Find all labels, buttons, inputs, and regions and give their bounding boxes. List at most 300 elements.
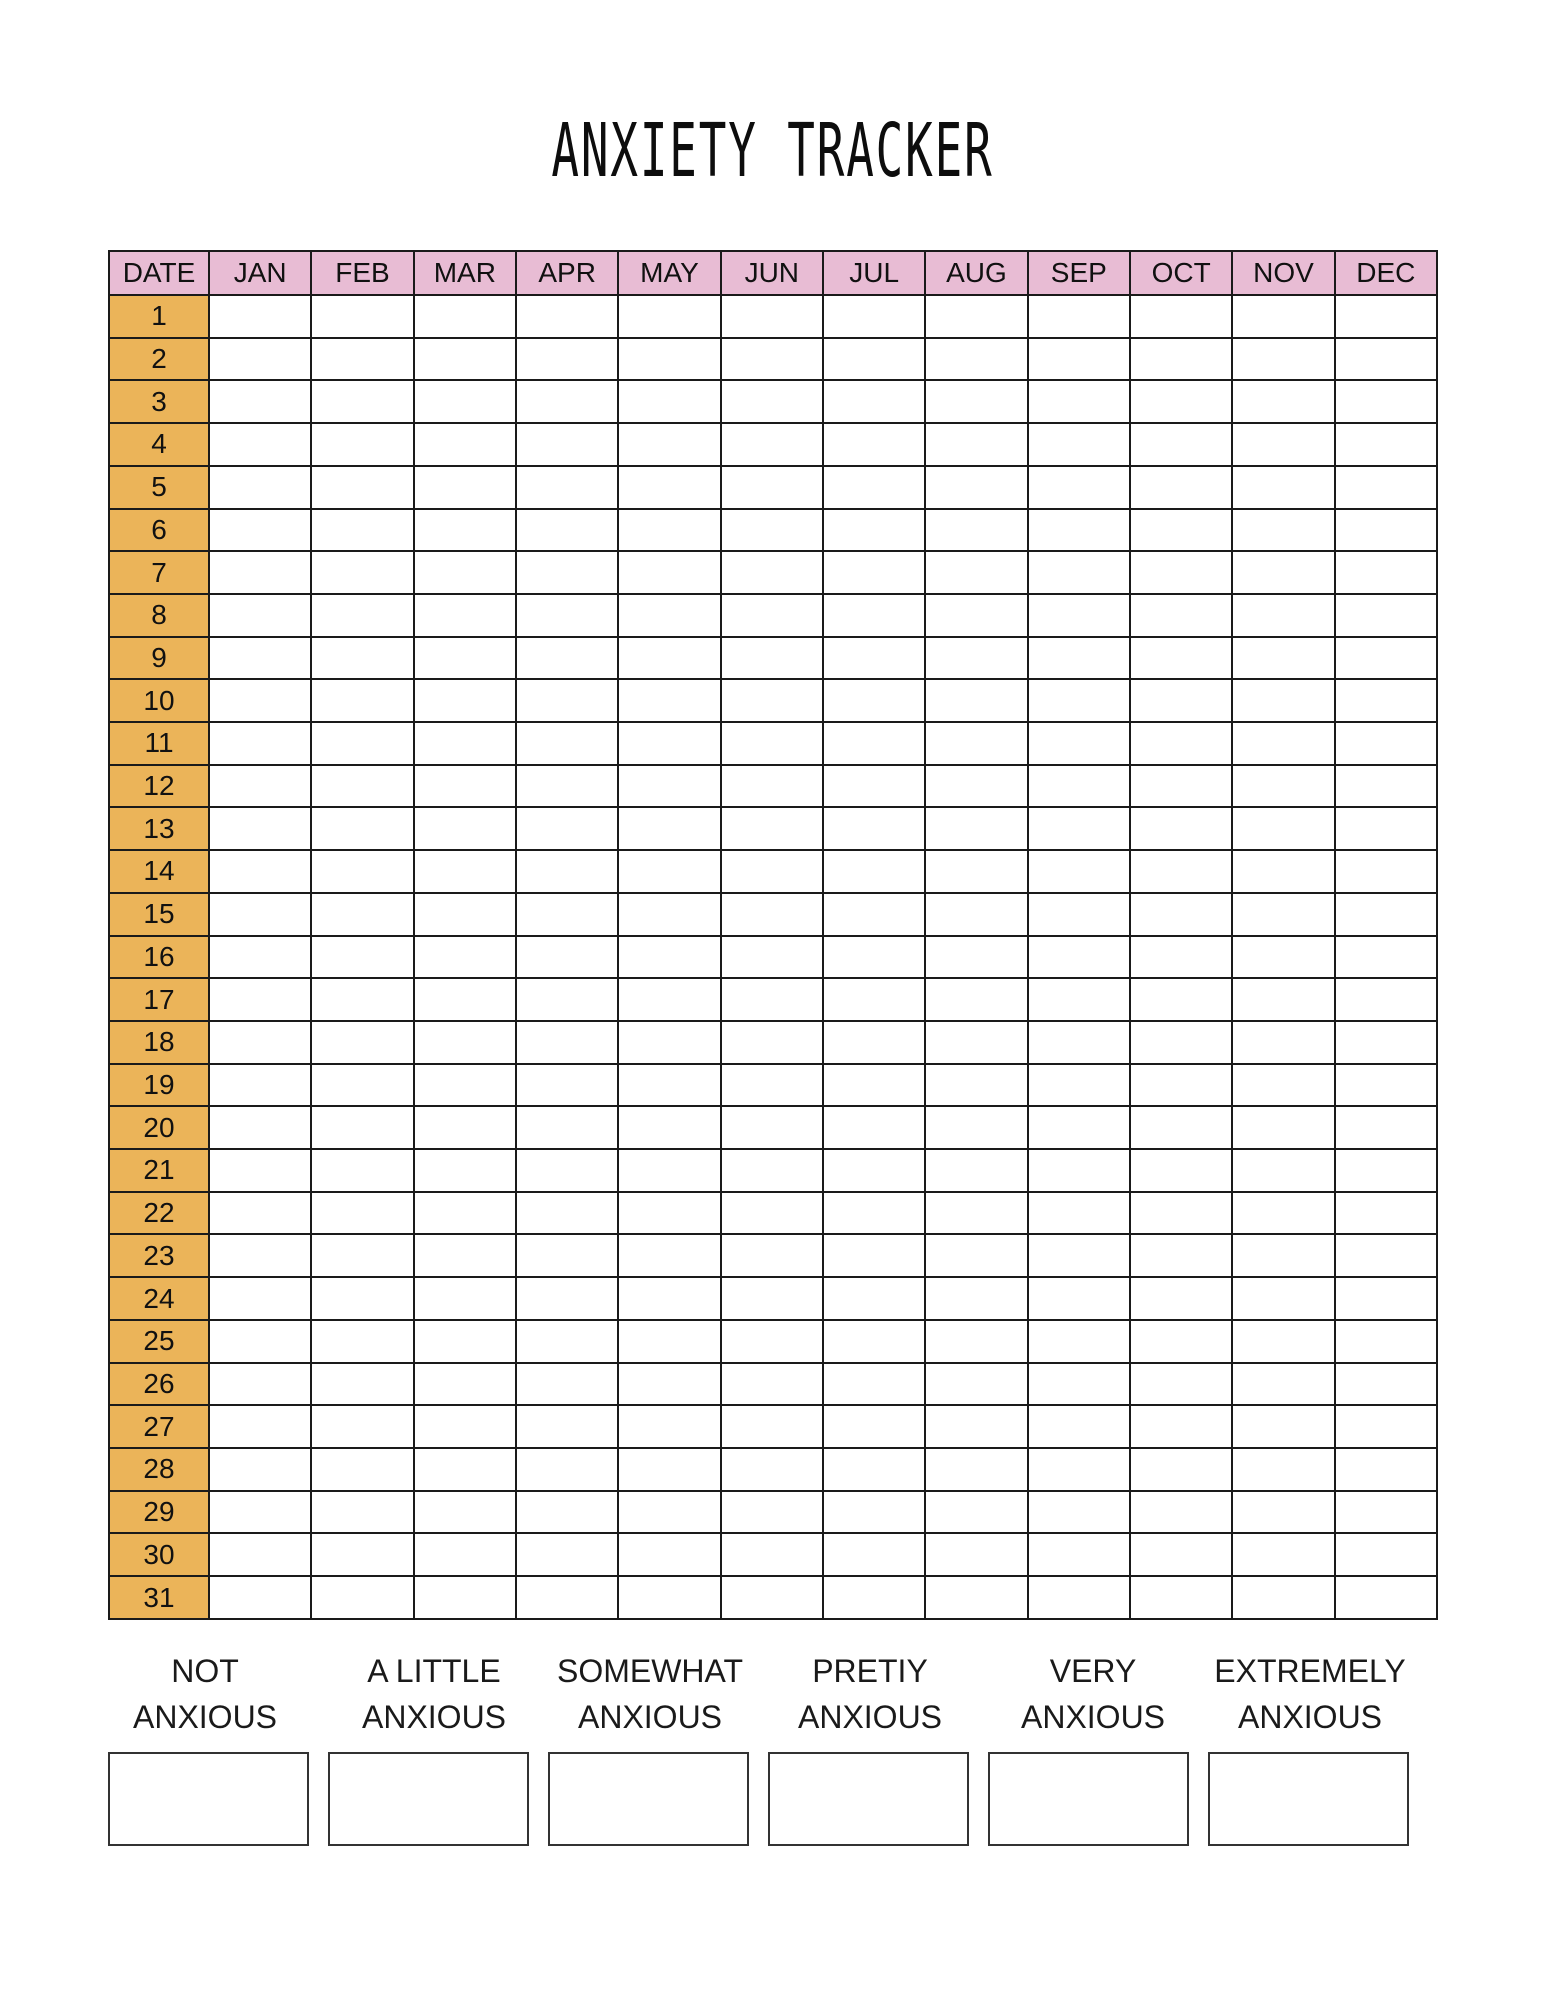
tracker-cell[interactable] [1335, 1533, 1437, 1576]
tracker-cell[interactable] [311, 1234, 413, 1277]
tracker-cell[interactable] [823, 1234, 925, 1277]
tracker-cell[interactable] [721, 551, 823, 594]
tracker-cell[interactable] [925, 637, 1027, 680]
tracker-cell[interactable] [1232, 423, 1334, 466]
tracker-cell[interactable] [618, 1533, 720, 1576]
tracker-cell[interactable] [516, 1234, 618, 1277]
tracker-cell[interactable] [209, 1192, 311, 1235]
tracker-cell[interactable] [311, 679, 413, 722]
tracker-cell[interactable] [721, 1277, 823, 1320]
tracker-cell[interactable] [1130, 1405, 1232, 1448]
tracker-cell[interactable] [209, 1448, 311, 1491]
tracker-cell[interactable] [1130, 936, 1232, 979]
tracker-cell[interactable] [721, 978, 823, 1021]
tracker-cell[interactable] [516, 1320, 618, 1363]
tracker-cell[interactable] [311, 466, 413, 509]
tracker-cell[interactable] [618, 893, 720, 936]
tracker-cell[interactable] [414, 594, 516, 637]
tracker-cell[interactable] [1335, 637, 1437, 680]
tracker-cell[interactable] [1335, 594, 1437, 637]
tracker-cell[interactable] [1232, 1192, 1334, 1235]
tracker-cell[interactable] [1335, 509, 1437, 552]
tracker-cell[interactable] [1335, 1064, 1437, 1107]
tracker-cell[interactable] [414, 1405, 516, 1448]
tracker-cell[interactable] [925, 423, 1027, 466]
tracker-cell[interactable] [414, 1149, 516, 1192]
tracker-cell[interactable] [1130, 637, 1232, 680]
tracker-cell[interactable] [414, 338, 516, 381]
tracker-cell[interactable] [721, 1149, 823, 1192]
tracker-cell[interactable] [311, 1405, 413, 1448]
tracker-cell[interactable] [1130, 1363, 1232, 1406]
tracker-cell[interactable] [311, 295, 413, 338]
tracker-cell[interactable] [618, 295, 720, 338]
tracker-cell[interactable] [721, 936, 823, 979]
tracker-cell[interactable] [414, 1234, 516, 1277]
tracker-cell[interactable] [925, 1234, 1027, 1277]
tracker-cell[interactable] [209, 295, 311, 338]
tracker-cell[interactable] [414, 423, 516, 466]
tracker-cell[interactable] [516, 1363, 618, 1406]
tracker-cell[interactable] [925, 850, 1027, 893]
tracker-cell[interactable] [311, 936, 413, 979]
tracker-cell[interactable] [618, 850, 720, 893]
tracker-cell[interactable] [209, 893, 311, 936]
tracker-cell[interactable] [823, 850, 925, 893]
tracker-cell[interactable] [823, 637, 925, 680]
tracker-cell[interactable] [925, 295, 1027, 338]
tracker-cell[interactable] [925, 1021, 1027, 1064]
tracker-cell[interactable] [618, 1064, 720, 1107]
tracker-cell[interactable] [209, 679, 311, 722]
tracker-cell[interactable] [414, 679, 516, 722]
tracker-cell[interactable] [925, 466, 1027, 509]
tracker-cell[interactable] [721, 722, 823, 765]
tracker-cell[interactable] [1335, 551, 1437, 594]
tracker-cell[interactable] [925, 1320, 1027, 1363]
tracker-cell[interactable] [516, 1533, 618, 1576]
tracker-cell[interactable] [925, 338, 1027, 381]
tracker-cell[interactable] [516, 1491, 618, 1534]
tracker-cell[interactable] [1335, 1234, 1437, 1277]
tracker-cell[interactable] [1028, 1149, 1130, 1192]
legend-color-box[interactable] [108, 1752, 309, 1846]
tracker-cell[interactable] [1130, 1491, 1232, 1534]
tracker-cell[interactable] [1130, 1533, 1232, 1576]
tracker-cell[interactable] [1028, 1405, 1130, 1448]
tracker-cell[interactable] [823, 1405, 925, 1448]
tracker-cell[interactable] [311, 1106, 413, 1149]
tracker-cell[interactable] [516, 722, 618, 765]
tracker-cell[interactable] [1232, 594, 1334, 637]
tracker-cell[interactable] [618, 380, 720, 423]
tracker-cell[interactable] [1232, 1405, 1334, 1448]
tracker-cell[interactable] [1130, 893, 1232, 936]
tracker-cell[interactable] [311, 380, 413, 423]
tracker-cell[interactable] [1130, 1192, 1232, 1235]
tracker-cell[interactable] [823, 1192, 925, 1235]
tracker-cell[interactable] [1130, 1149, 1232, 1192]
tracker-cell[interactable] [721, 1448, 823, 1491]
tracker-cell[interactable] [1130, 1106, 1232, 1149]
tracker-cell[interactable] [925, 807, 1027, 850]
tracker-cell[interactable] [1335, 893, 1437, 936]
tracker-cell[interactable] [618, 679, 720, 722]
tracker-cell[interactable] [618, 1234, 720, 1277]
tracker-cell[interactable] [721, 380, 823, 423]
tracker-cell[interactable] [823, 295, 925, 338]
tracker-cell[interactable] [1232, 1448, 1334, 1491]
tracker-cell[interactable] [925, 1448, 1027, 1491]
tracker-cell[interactable] [1232, 1320, 1334, 1363]
tracker-cell[interactable] [1232, 1106, 1334, 1149]
tracker-cell[interactable] [1130, 850, 1232, 893]
tracker-cell[interactable] [721, 338, 823, 381]
tracker-cell[interactable] [1130, 1234, 1232, 1277]
tracker-cell[interactable] [1335, 1277, 1437, 1320]
tracker-cell[interactable] [1028, 509, 1130, 552]
tracker-cell[interactable] [823, 1533, 925, 1576]
tracker-cell[interactable] [516, 1192, 618, 1235]
tracker-cell[interactable] [311, 338, 413, 381]
tracker-cell[interactable] [823, 509, 925, 552]
tracker-cell[interactable] [925, 978, 1027, 1021]
tracker-cell[interactable] [1028, 1320, 1130, 1363]
tracker-cell[interactable] [721, 637, 823, 680]
tracker-cell[interactable] [1028, 807, 1130, 850]
tracker-cell[interactable] [1232, 722, 1334, 765]
tracker-cell[interactable] [311, 765, 413, 808]
tracker-cell[interactable] [721, 1021, 823, 1064]
tracker-cell[interactable] [823, 338, 925, 381]
tracker-cell[interactable] [516, 679, 618, 722]
tracker-cell[interactable] [414, 509, 516, 552]
tracker-cell[interactable] [414, 466, 516, 509]
tracker-cell[interactable] [1232, 1149, 1334, 1192]
tracker-cell[interactable] [721, 509, 823, 552]
tracker-cell[interactable] [1335, 1320, 1437, 1363]
tracker-cell[interactable] [925, 722, 1027, 765]
tracker-cell[interactable] [516, 295, 618, 338]
tracker-cell[interactable] [1028, 936, 1130, 979]
tracker-cell[interactable] [516, 893, 618, 936]
tracker-cell[interactable] [311, 807, 413, 850]
tracker-cell[interactable] [1130, 551, 1232, 594]
tracker-cell[interactable] [1232, 338, 1334, 381]
tracker-cell[interactable] [209, 1234, 311, 1277]
tracker-cell[interactable] [618, 1277, 720, 1320]
tracker-cell[interactable] [414, 380, 516, 423]
tracker-cell[interactable] [618, 1021, 720, 1064]
tracker-cell[interactable] [414, 1021, 516, 1064]
tracker-cell[interactable] [1335, 1106, 1437, 1149]
tracker-cell[interactable] [1335, 765, 1437, 808]
tracker-cell[interactable] [1335, 936, 1437, 979]
tracker-cell[interactable] [516, 380, 618, 423]
legend-color-box[interactable] [328, 1752, 529, 1846]
tracker-cell[interactable] [1028, 637, 1130, 680]
tracker-cell[interactable] [721, 1106, 823, 1149]
tracker-cell[interactable] [311, 722, 413, 765]
tracker-cell[interactable] [516, 338, 618, 381]
tracker-cell[interactable] [311, 1363, 413, 1406]
tracker-cell[interactable] [721, 1576, 823, 1619]
tracker-cell[interactable] [1232, 1491, 1334, 1534]
tracker-cell[interactable] [925, 1064, 1027, 1107]
tracker-cell[interactable] [209, 1021, 311, 1064]
tracker-cell[interactable] [1130, 1277, 1232, 1320]
tracker-cell[interactable] [1335, 1192, 1437, 1235]
tracker-cell[interactable] [414, 1533, 516, 1576]
tracker-cell[interactable] [823, 1491, 925, 1534]
tracker-cell[interactable] [209, 1491, 311, 1534]
tracker-cell[interactable] [618, 1320, 720, 1363]
tracker-cell[interactable] [209, 1106, 311, 1149]
legend-color-box[interactable] [1208, 1752, 1409, 1846]
tracker-cell[interactable] [925, 551, 1027, 594]
tracker-cell[interactable] [311, 594, 413, 637]
tracker-cell[interactable] [209, 1363, 311, 1406]
tracker-cell[interactable] [1130, 423, 1232, 466]
tracker-cell[interactable] [1335, 1576, 1437, 1619]
tracker-cell[interactable] [1130, 722, 1232, 765]
tracker-cell[interactable] [721, 850, 823, 893]
tracker-cell[interactable] [1335, 679, 1437, 722]
tracker-cell[interactable] [618, 1106, 720, 1149]
tracker-cell[interactable] [1335, 1491, 1437, 1534]
tracker-cell[interactable] [925, 1277, 1027, 1320]
tracker-cell[interactable] [1335, 1149, 1437, 1192]
tracker-cell[interactable] [1335, 423, 1437, 466]
tracker-cell[interactable] [1335, 338, 1437, 381]
tracker-cell[interactable] [1028, 850, 1130, 893]
tracker-cell[interactable] [1028, 1021, 1130, 1064]
tracker-cell[interactable] [516, 850, 618, 893]
tracker-cell[interactable] [209, 509, 311, 552]
tracker-cell[interactable] [823, 1363, 925, 1406]
tracker-cell[interactable] [414, 1277, 516, 1320]
tracker-cell[interactable] [721, 765, 823, 808]
tracker-cell[interactable] [209, 466, 311, 509]
tracker-cell[interactable] [311, 1277, 413, 1320]
tracker-cell[interactable] [516, 551, 618, 594]
tracker-cell[interactable] [516, 466, 618, 509]
tracker-cell[interactable] [1232, 466, 1334, 509]
tracker-cell[interactable] [1028, 338, 1130, 381]
tracker-cell[interactable] [1232, 1021, 1334, 1064]
tracker-cell[interactable] [209, 1320, 311, 1363]
tracker-cell[interactable] [209, 380, 311, 423]
tracker-cell[interactable] [1232, 637, 1334, 680]
tracker-cell[interactable] [925, 1192, 1027, 1235]
tracker-cell[interactable] [721, 1363, 823, 1406]
tracker-cell[interactable] [925, 1149, 1027, 1192]
tracker-cell[interactable] [925, 936, 1027, 979]
tracker-cell[interactable] [516, 807, 618, 850]
tracker-cell[interactable] [1028, 380, 1130, 423]
tracker-cell[interactable] [1232, 380, 1334, 423]
tracker-cell[interactable] [618, 423, 720, 466]
tracker-cell[interactable] [823, 722, 925, 765]
tracker-cell[interactable] [516, 1064, 618, 1107]
tracker-cell[interactable] [1232, 1363, 1334, 1406]
tracker-cell[interactable] [414, 850, 516, 893]
tracker-cell[interactable] [1232, 679, 1334, 722]
tracker-cell[interactable] [925, 765, 1027, 808]
tracker-cell[interactable] [209, 1576, 311, 1619]
tracker-cell[interactable] [1232, 1576, 1334, 1619]
tracker-cell[interactable] [618, 466, 720, 509]
tracker-cell[interactable] [1028, 722, 1130, 765]
tracker-cell[interactable] [1028, 1064, 1130, 1107]
tracker-cell[interactable] [1028, 1491, 1130, 1534]
tracker-cell[interactable] [618, 1363, 720, 1406]
tracker-cell[interactable] [925, 594, 1027, 637]
tracker-cell[interactable] [1335, 722, 1437, 765]
tracker-cell[interactable] [209, 1533, 311, 1576]
tracker-cell[interactable] [516, 1576, 618, 1619]
tracker-cell[interactable] [1335, 1448, 1437, 1491]
tracker-cell[interactable] [721, 679, 823, 722]
tracker-cell[interactable] [721, 1064, 823, 1107]
tracker-cell[interactable] [618, 1448, 720, 1491]
tracker-cell[interactable] [618, 1405, 720, 1448]
tracker-cell[interactable] [1335, 850, 1437, 893]
tracker-cell[interactable] [823, 1320, 925, 1363]
tracker-cell[interactable] [1130, 679, 1232, 722]
tracker-cell[interactable] [1335, 807, 1437, 850]
tracker-cell[interactable] [209, 594, 311, 637]
tracker-cell[interactable] [1232, 1234, 1334, 1277]
tracker-cell[interactable] [414, 551, 516, 594]
tracker-cell[interactable] [209, 1149, 311, 1192]
tracker-cell[interactable] [823, 936, 925, 979]
tracker-cell[interactable] [925, 1106, 1027, 1149]
tracker-cell[interactable] [1028, 423, 1130, 466]
tracker-cell[interactable] [414, 637, 516, 680]
tracker-cell[interactable] [414, 1192, 516, 1235]
tracker-cell[interactable] [516, 1106, 618, 1149]
tracker-cell[interactable] [618, 1149, 720, 1192]
tracker-cell[interactable] [721, 594, 823, 637]
tracker-cell[interactable] [209, 637, 311, 680]
tracker-cell[interactable] [516, 936, 618, 979]
tracker-cell[interactable] [823, 1149, 925, 1192]
tracker-cell[interactable] [516, 1277, 618, 1320]
tracker-cell[interactable] [414, 893, 516, 936]
tracker-cell[interactable] [209, 1064, 311, 1107]
tracker-cell[interactable] [311, 893, 413, 936]
tracker-cell[interactable] [618, 1576, 720, 1619]
tracker-cell[interactable] [823, 765, 925, 808]
tracker-cell[interactable] [311, 1021, 413, 1064]
tracker-cell[interactable] [516, 1448, 618, 1491]
tracker-cell[interactable] [311, 1064, 413, 1107]
tracker-cell[interactable] [823, 679, 925, 722]
tracker-cell[interactable] [1232, 978, 1334, 1021]
tracker-cell[interactable] [1232, 551, 1334, 594]
tracker-cell[interactable] [311, 978, 413, 1021]
tracker-cell[interactable] [823, 594, 925, 637]
tracker-cell[interactable] [209, 850, 311, 893]
tracker-cell[interactable] [1335, 1405, 1437, 1448]
tracker-cell[interactable] [721, 1234, 823, 1277]
tracker-cell[interactable] [925, 380, 1027, 423]
tracker-cell[interactable] [1232, 1533, 1334, 1576]
tracker-cell[interactable] [721, 1320, 823, 1363]
tracker-cell[interactable] [618, 509, 720, 552]
tracker-cell[interactable] [311, 1192, 413, 1235]
tracker-cell[interactable] [209, 423, 311, 466]
tracker-cell[interactable] [414, 1576, 516, 1619]
tracker-cell[interactable] [1130, 466, 1232, 509]
tracker-cell[interactable] [1028, 1277, 1130, 1320]
tracker-cell[interactable] [1028, 1576, 1130, 1619]
tracker-cell[interactable] [1232, 1277, 1334, 1320]
tracker-cell[interactable] [618, 807, 720, 850]
tracker-cell[interactable] [618, 637, 720, 680]
tracker-cell[interactable] [311, 1448, 413, 1491]
tracker-cell[interactable] [721, 807, 823, 850]
tracker-cell[interactable] [1335, 978, 1437, 1021]
tracker-cell[interactable] [1130, 295, 1232, 338]
tracker-cell[interactable] [618, 1491, 720, 1534]
tracker-cell[interactable] [823, 1448, 925, 1491]
tracker-cell[interactable] [311, 1576, 413, 1619]
tracker-cell[interactable] [721, 295, 823, 338]
tracker-cell[interactable] [823, 893, 925, 936]
tracker-cell[interactable] [516, 1149, 618, 1192]
tracker-cell[interactable] [1130, 594, 1232, 637]
tracker-cell[interactable] [823, 466, 925, 509]
tracker-cell[interactable] [414, 1064, 516, 1107]
tracker-cell[interactable] [1028, 551, 1130, 594]
tracker-cell[interactable] [1232, 1064, 1334, 1107]
tracker-cell[interactable] [209, 978, 311, 1021]
tracker-cell[interactable] [209, 936, 311, 979]
tracker-cell[interactable] [1335, 1021, 1437, 1064]
tracker-cell[interactable] [823, 1576, 925, 1619]
tracker-cell[interactable] [516, 637, 618, 680]
tracker-cell[interactable] [925, 1576, 1027, 1619]
tracker-cell[interactable] [823, 807, 925, 850]
tracker-cell[interactable] [1335, 466, 1437, 509]
tracker-cell[interactable] [1232, 765, 1334, 808]
tracker-cell[interactable] [414, 807, 516, 850]
tracker-cell[interactable] [823, 423, 925, 466]
tracker-cell[interactable] [311, 1149, 413, 1192]
tracker-cell[interactable] [414, 1106, 516, 1149]
tracker-cell[interactable] [1130, 807, 1232, 850]
legend-color-box[interactable] [548, 1752, 749, 1846]
tracker-cell[interactable] [311, 1533, 413, 1576]
tracker-cell[interactable] [1028, 893, 1130, 936]
tracker-cell[interactable] [1028, 679, 1130, 722]
tracker-cell[interactable] [414, 936, 516, 979]
tracker-cell[interactable] [311, 423, 413, 466]
tracker-cell[interactable] [925, 1363, 1027, 1406]
tracker-cell[interactable] [1028, 1234, 1130, 1277]
tracker-cell[interactable] [414, 722, 516, 765]
legend-color-box[interactable] [768, 1752, 969, 1846]
tracker-cell[interactable] [209, 1277, 311, 1320]
tracker-cell[interactable] [721, 466, 823, 509]
tracker-cell[interactable] [1028, 1533, 1130, 1576]
tracker-cell[interactable] [618, 936, 720, 979]
tracker-cell[interactable] [823, 380, 925, 423]
tracker-cell[interactable] [1028, 1363, 1130, 1406]
tracker-cell[interactable] [209, 722, 311, 765]
